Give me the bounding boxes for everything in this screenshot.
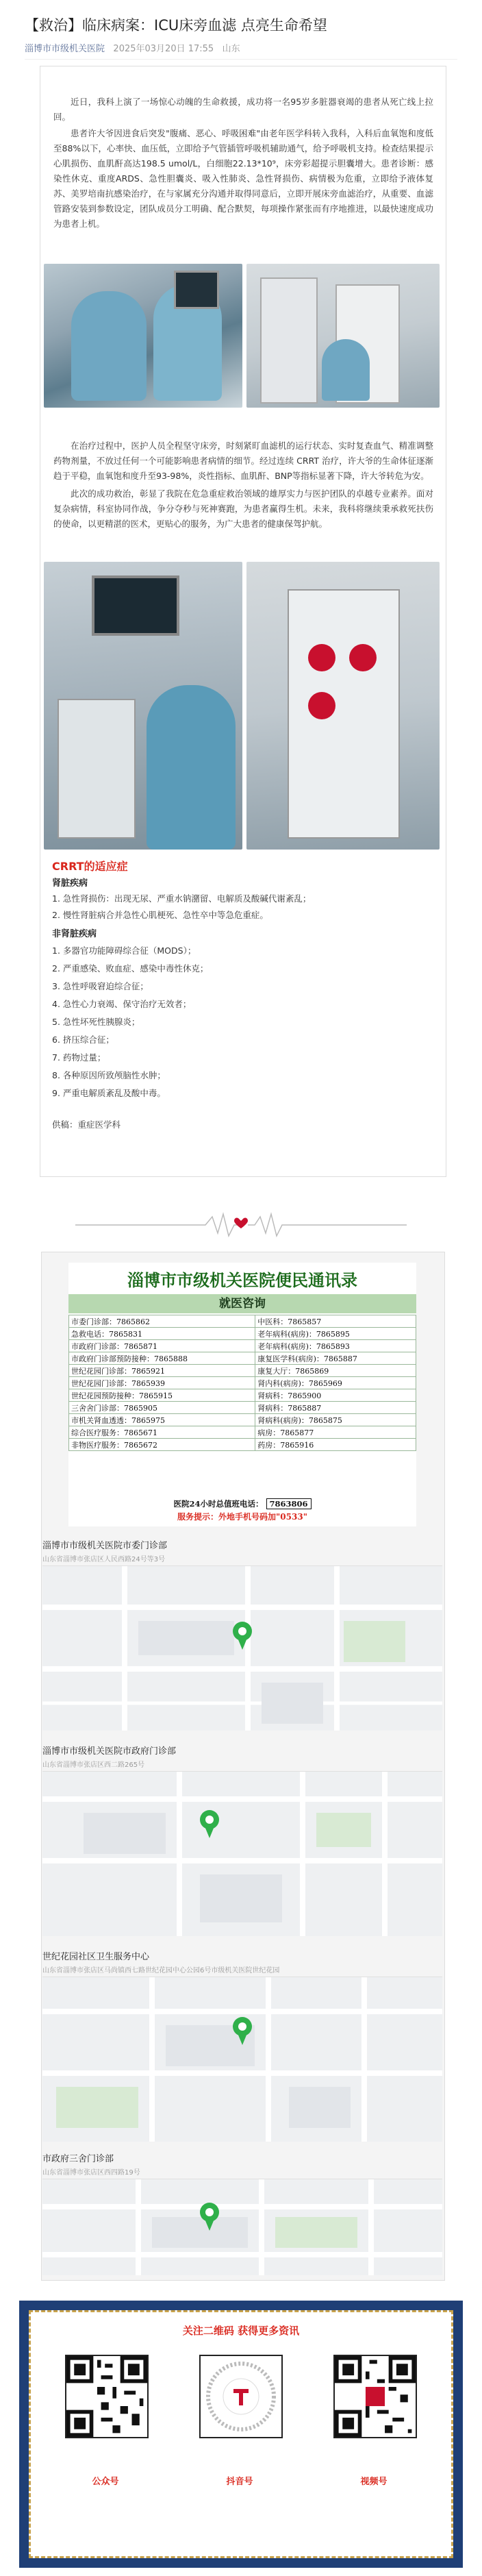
directory-title: 淄博市市级机关医院便民通讯录 <box>127 1270 357 1290</box>
directory-cell[interactable]: 老年病科(病房)：7865895 <box>255 1328 416 1340</box>
directory-cell[interactable]: 康复医学科(病房)：7865887 <box>255 1352 416 1365</box>
map-graphic <box>42 1566 442 1731</box>
renal-item: 2. 慢性肾脏病合并急性心肌梗死、急性卒中等急危重症。 <box>52 910 268 920</box>
article-meta <box>25 41 240 54</box>
icu-photo-2 <box>246 264 440 408</box>
directory-cell[interactable]: 肾病科(病房)：7865875 <box>255 1414 416 1426</box>
nonrenal-item: 9. 严重电解质紊乱及酸中毒。 <box>52 1088 166 1098</box>
icu-photo-1 <box>44 264 242 408</box>
directory-card <box>68 1263 416 1526</box>
directory-cell[interactable]: 三舍舍门诊部：7865905 <box>69 1402 255 1414</box>
directory-cell[interactable]: 肾病科：7865887 <box>255 1402 416 1414</box>
directory-row <box>69 1352 416 1365</box>
article-location: 山东 <box>222 44 240 54</box>
location-address: 山东省淄博市张店区人民西路24号等3号 <box>42 1556 166 1563</box>
location-map-3[interactable] <box>42 1977 442 2142</box>
article-paragraph-4: 此次的成功救治，彰显了我院在危急重症救治领域的雄厚实力与医护团队的卓越专业素养。面对复杂病情，科室协同作战，争分夺秒与死神赛跑，为患者赢得生机。未来，我科将继续秉承救死扶伤的使命，以更精湛的医术，更贴心的服务，为广大患者的健康保驾护航。 <box>53 488 433 529</box>
directory-table <box>68 1315 416 1451</box>
renal-item: 1. 急性肾损伤：出现无尿、严重水钠潴留、电解质及酸碱代谢紊乱； <box>52 893 312 904</box>
nonrenal-item: 8. 各种原因所致颅脑性水肿； <box>52 1070 166 1080</box>
directory-cell[interactable]: 中医科：7865857 <box>255 1315 416 1328</box>
nonrenal-item: 7. 药物过量； <box>52 1052 106 1063</box>
article-paragraph-1: 近日，我科上演了一场惊心动魄的生命救援，成功将一名95岁多脏器衰竭的患者从死亡线上拉回。 <box>53 97 433 122</box>
map-graphic <box>42 1772 442 1936</box>
nonrenal-item: 6. 挤压综合征； <box>52 1035 114 1045</box>
directory-cell[interactable]: 老年病科(病房)：7865893 <box>255 1340 416 1352</box>
directory-footer <box>68 1498 416 1509</box>
article-paragraph-2: 患者许大爷因进食后突发"腹痛、恶心、呼吸困难"由老年医学科转入我科，入科后血氧饱和度低至88%以下，心率快、血压低，立即给予气管插管呼吸机辅助通气，给予呼吸机支持。检查结果提示心肌损伤、血肌酐高达198.5 umol/L，白细胞22.13*10⁹，床旁彩超提示胆囊增大。患者诊断：感染性休克、重度ARDS、急性胆囊炎、吸入性肺炎、急性肾损伤、病情极为危重，立即给予液体复苏、美罗培南抗感染治疗，在与家属充分沟通并取得同意后，立即开展床旁血滤治疗，从重要、血滤管路安装到参数设定，团队成员分工明确、配合默契，每项操作紧张而有序地推进，以最快速度成功为患者上机。 <box>53 128 433 229</box>
supply-credit: 供稿：重症医学科 <box>52 1119 121 1130</box>
location-map-2[interactable] <box>42 1771 442 1936</box>
article-date: 2025年03月20日 17:55 <box>113 44 214 54</box>
nonrenal-item: 2. 严重感染、败血症、感染中毒性休克； <box>52 963 209 974</box>
directory-row <box>69 1426 416 1439</box>
directory-row <box>69 1414 416 1426</box>
directory-row <box>69 1377 416 1389</box>
qr-footer-inner <box>29 2310 453 2558</box>
hotline-label: 医院24小时总值班电话： <box>173 1499 264 1509</box>
directory-row <box>69 1365 416 1377</box>
article-paragraph-3: 在治疗过程中，医护人员全程坚守床旁，时刻紧盯血滤机的运行状态、实时复查血气、精准调整药物剂量，不放过任何一个可能影响患者病情的细节。经过连续 CRRT 治疗，许大爷的生命体征逐渐趋于平稳，血氧饱和度升至93-98%，炎性指标、血肌酐、BNP等指标显著下降，许大爷转危为安。 <box>53 441 433 481</box>
location-address: 山东省淄博市张店区西四路19号 <box>42 2169 140 2177</box>
directory-cell[interactable]: 世纪花园预防接种：7865915 <box>69 1389 255 1402</box>
heartbeat-divider-icon <box>0 1211 482 1239</box>
qr-footer <box>19 2301 463 2568</box>
article-source-link[interactable]: 淄博市市级机关医院 <box>25 44 105 54</box>
location-address: 山东省淄博市张店区西二路265号 <box>42 1761 145 1769</box>
divider <box>25 59 457 60</box>
map-graphic <box>42 2179 442 2275</box>
directory-cell[interactable]: 肾内科(病房)：7865969 <box>255 1377 416 1389</box>
location-name[interactable]: 世纪花园社区卫生服务中心 <box>42 1952 150 1962</box>
directory-cell[interactable]: 病房：7865877 <box>255 1426 416 1439</box>
directory-cell[interactable]: 世纪花园门诊部：7865939 <box>69 1377 255 1389</box>
icu-photo-4 <box>246 562 440 850</box>
qr-label-douyin: 抖音号 <box>226 2477 253 2487</box>
directory-cell[interactable]: 非物医疗服务：7865672 <box>69 1439 255 1451</box>
article-title: 【救治】临床病案：ICU床旁血滤 点亮生命希望 <box>25 17 327 34</box>
qr-code-video-icon[interactable] <box>333 2355 417 2438</box>
location-name[interactable]: 淄博市市级机关医院市政府门诊部 <box>42 1746 177 1757</box>
directory-row <box>69 1389 416 1402</box>
directory-row <box>69 1439 416 1451</box>
nonrenal-item: 5. 急性坏死性胰腺炎； <box>52 1017 140 1027</box>
hotline-phone[interactable]: 7863806 <box>266 1498 312 1509</box>
directory-subtitle: 就医咨询 <box>68 1294 416 1313</box>
directory-cell[interactable]: 市机关肾血透透：7865975 <box>69 1414 255 1426</box>
directory-cell[interactable]: 急救电话：7865831 <box>69 1328 255 1340</box>
directory-cell[interactable]: 康复大厅：7865869 <box>255 1365 416 1377</box>
nonrenal-heading: 非肾脏疾病 <box>52 929 97 939</box>
directory-cell[interactable]: 市政府门诊部：7865871 <box>69 1340 255 1352</box>
qr-footer-heading: 关注二维码 获得更多资讯 <box>182 2325 300 2337</box>
directory-cell[interactable]: 综合医疗服务：7865671 <box>69 1426 255 1439</box>
directory-cell[interactable]: 肾病科：7865900 <box>255 1389 416 1402</box>
location-map-4[interactable] <box>42 2179 442 2275</box>
qr-code-douyin-icon[interactable] <box>199 2355 283 2438</box>
nonrenal-item: 4. 急性心力衰竭、保守治疗无效者； <box>52 999 192 1009</box>
directory-note: 服务提示：外地手机号码加"0533" <box>177 1512 307 1522</box>
qr-code-wechat-icon[interactable] <box>65 2355 149 2438</box>
directory-cell[interactable]: 药房：7865916 <box>255 1439 416 1451</box>
directory-cell[interactable]: 世纪花园门诊部：7865921 <box>69 1365 255 1377</box>
qr-label-wechat: 公众号 <box>92 2477 119 2487</box>
directory-row <box>69 1315 416 1328</box>
nonrenal-item: 3. 急性呼吸窘迫综合征； <box>52 981 149 991</box>
crrt-heading: CRRT的适应症 <box>52 860 128 873</box>
map-graphic <box>42 1977 442 2142</box>
renal-heading: 肾脏疾病 <box>52 878 88 889</box>
location-name[interactable]: 市政府三舍门诊部 <box>42 2154 114 2164</box>
icu-photo-3 <box>44 562 242 850</box>
qr-label-video: 视频号 <box>360 2477 388 2487</box>
directory-cell[interactable]: 市委门诊部：7865862 <box>69 1315 255 1328</box>
location-map-1[interactable] <box>42 1565 442 1731</box>
directory-row <box>69 1328 416 1340</box>
directory-cell[interactable]: 市政府门诊部预防接种：7865888 <box>69 1352 255 1365</box>
directory-row <box>69 1402 416 1414</box>
location-address: 山东省淄博市张店区马尚镇西七路世纪花园中心公园6号市级机关医院世纪花园 <box>42 1967 280 1974</box>
nonrenal-item: 1. 多器官功能障碍综合征（MODS）； <box>52 945 196 956</box>
location-name[interactable]: 淄博市市级机关医院市委门诊部 <box>42 1541 168 1551</box>
directory-row <box>69 1340 416 1352</box>
